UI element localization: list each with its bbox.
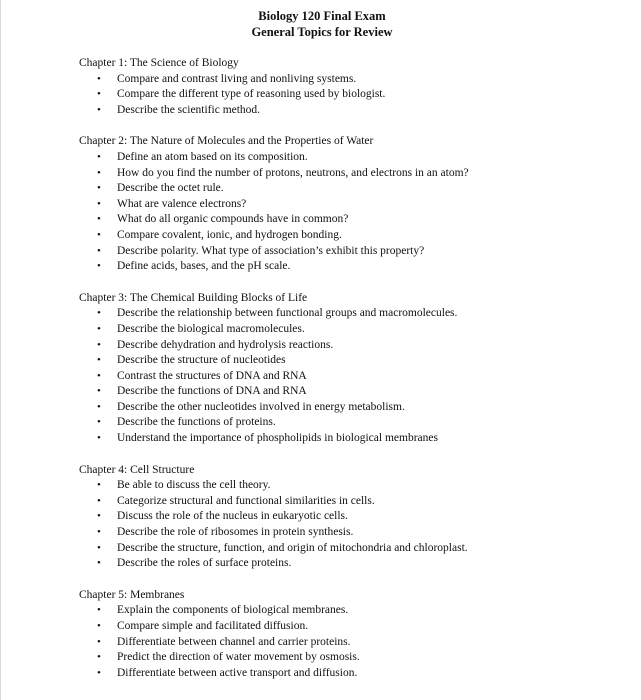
document-header	[1, 8, 642, 40]
chapter-section	[79, 56, 619, 118]
list-item	[79, 478, 619, 494]
list-item	[79, 322, 619, 338]
chapter-section	[79, 134, 619, 274]
topic-text: Compare covalent, ionic, and hydrogen bonding.	[117, 228, 342, 241]
topic-text: Describe the roles of surface proteins.	[117, 557, 292, 570]
chapter-section	[79, 291, 619, 447]
topic-text: Describe the scientific method.	[117, 103, 261, 116]
chapter-title: Chapter 5: Membranes	[79, 588, 185, 601]
bullet-icon: •	[97, 604, 101, 617]
chapter-section	[79, 588, 619, 682]
topic-list	[79, 72, 619, 119]
topic-list	[79, 150, 619, 275]
topic-text: What do all organic compounds have in common?	[117, 213, 349, 226]
list-item	[79, 541, 619, 557]
list-item	[79, 619, 619, 635]
list-item	[79, 494, 619, 510]
list-item	[79, 369, 619, 385]
topic-text: Describe dehydration and hydrolysis reactions.	[117, 338, 334, 351]
topic-text: Describe the biological macromolecules.	[117, 322, 305, 335]
bullet-icon: •	[97, 369, 101, 382]
topic-text: Describe the role of ribosomes in protein synthesis.	[117, 526, 354, 539]
topic-text: Describe polarity. What type of association’s exhibit this property?	[117, 244, 425, 257]
list-item	[79, 197, 619, 213]
list-item	[79, 72, 619, 88]
chapter-title: Chapter 2: The Nature of Molecules and the Properties of Water	[79, 135, 374, 148]
list-item	[79, 150, 619, 166]
bullet-icon: •	[97, 526, 101, 539]
bullet-icon: •	[97, 338, 101, 351]
list-item	[79, 353, 619, 369]
bullet-icon: •	[97, 416, 101, 429]
bullet-icon: •	[97, 244, 101, 257]
bullet-icon: •	[97, 354, 101, 367]
list-item	[79, 181, 619, 197]
topic-list	[79, 306, 619, 446]
topic-text: Discuss the role of the nucleus in eukaryotic cells.	[117, 510, 348, 523]
bullet-icon: •	[97, 494, 101, 507]
exam-title: Biology 120 Final Exam	[258, 9, 386, 23]
bullet-icon: •	[97, 260, 101, 273]
topic-text: Explain the components of biological membranes.	[117, 604, 349, 617]
list-item	[79, 306, 619, 322]
list-item	[79, 259, 619, 275]
bullet-icon: •	[97, 182, 101, 195]
chapter-section	[79, 463, 619, 572]
list-item	[79, 666, 619, 682]
list-item	[79, 103, 619, 119]
list-item	[79, 509, 619, 525]
bullet-icon: •	[97, 432, 101, 445]
list-item	[79, 87, 619, 103]
bullet-icon: •	[97, 479, 101, 492]
chapter-title: Chapter 3: The Chemical Building Blocks of Life	[79, 291, 308, 304]
topic-text: Be able to discuss the cell theory.	[117, 479, 271, 492]
exam-subtitle: General Topics for Review	[251, 25, 393, 39]
topic-text: Compare and contrast living and nonliving systems.	[117, 72, 357, 85]
bullet-icon: •	[97, 88, 101, 101]
chapter-title: Chapter 4: Cell Structure	[79, 463, 195, 476]
bullet-icon: •	[97, 557, 101, 570]
bullet-icon: •	[97, 228, 101, 241]
list-item	[79, 635, 619, 651]
review-topics	[79, 56, 619, 697]
chapter-title: Chapter 1: The Science of Biology	[79, 57, 239, 69]
bullet-icon: •	[97, 400, 101, 413]
list-item	[79, 228, 619, 244]
bullet-icon: •	[97, 150, 101, 163]
bullet-icon: •	[97, 166, 101, 179]
topic-text: Differentiate between channel and carrier proteins.	[117, 635, 351, 648]
topic-list	[79, 603, 619, 681]
bullet-icon: •	[97, 620, 101, 632]
topic-text: Describe the structure, function, and origin of mitochondria and chloroplast.	[117, 541, 468, 554]
list-item	[79, 338, 619, 354]
bullet-icon: •	[97, 635, 101, 648]
topic-list	[79, 478, 619, 572]
topic-text: How do you find the number of protons, neutrons, and electrons in an atom?	[117, 166, 469, 179]
bullet-icon: •	[97, 541, 101, 554]
bullet-icon: •	[97, 385, 101, 398]
list-item	[79, 244, 619, 260]
topic-text: Categorize structural and functional similarities in cells.	[117, 494, 375, 507]
topic-text: Describe the functions of DNA and RNA	[117, 385, 307, 398]
bullet-icon: •	[97, 666, 101, 679]
bullet-icon: •	[97, 213, 101, 226]
topic-text: Define an atom based on its composition.	[117, 150, 308, 163]
bullet-icon: •	[97, 307, 101, 320]
list-item	[79, 603, 619, 619]
topic-text: Describe the functions of proteins.	[117, 416, 276, 429]
topic-text: Contrast the structures of DNA and RNA	[117, 369, 307, 382]
topic-text: Compare the different type of reasoning used by biologist.	[117, 88, 386, 101]
list-item	[79, 212, 619, 228]
topic-text: Describe the other nucleotides involved in energy metabolism.	[117, 400, 405, 413]
bullet-icon: •	[97, 322, 101, 335]
list-item	[79, 384, 619, 400]
topic-text: Describe the relationship between functional groups and macromolecules.	[117, 307, 458, 320]
topic-text: What are valence electrons?	[117, 197, 247, 210]
topic-text: Define acids, bases, and the pH scale.	[117, 260, 291, 273]
list-item	[79, 556, 619, 572]
list-item	[79, 415, 619, 431]
topic-text: Predict the direction of water movement by osmosis.	[117, 651, 360, 664]
topic-text: Differentiate between active transport and diffusion.	[117, 666, 358, 679]
bullet-icon: •	[97, 510, 101, 523]
list-item	[79, 650, 619, 666]
list-item	[79, 431, 619, 447]
list-item	[79, 525, 619, 541]
bullet-icon: •	[97, 103, 101, 116]
topic-text: Understand the importance of phospholipids in biological membranes	[117, 432, 438, 445]
bullet-icon: •	[97, 72, 101, 85]
bullet-icon: •	[97, 197, 101, 210]
topic-text: Describe the octet rule.	[117, 182, 224, 195]
list-item	[79, 166, 619, 182]
topic-text: Compare simple and facilitated diffusion.	[117, 620, 309, 632]
bullet-icon: •	[97, 651, 101, 664]
list-item	[79, 400, 619, 416]
topic-text: Describe the structure of nucleotides	[117, 354, 286, 367]
